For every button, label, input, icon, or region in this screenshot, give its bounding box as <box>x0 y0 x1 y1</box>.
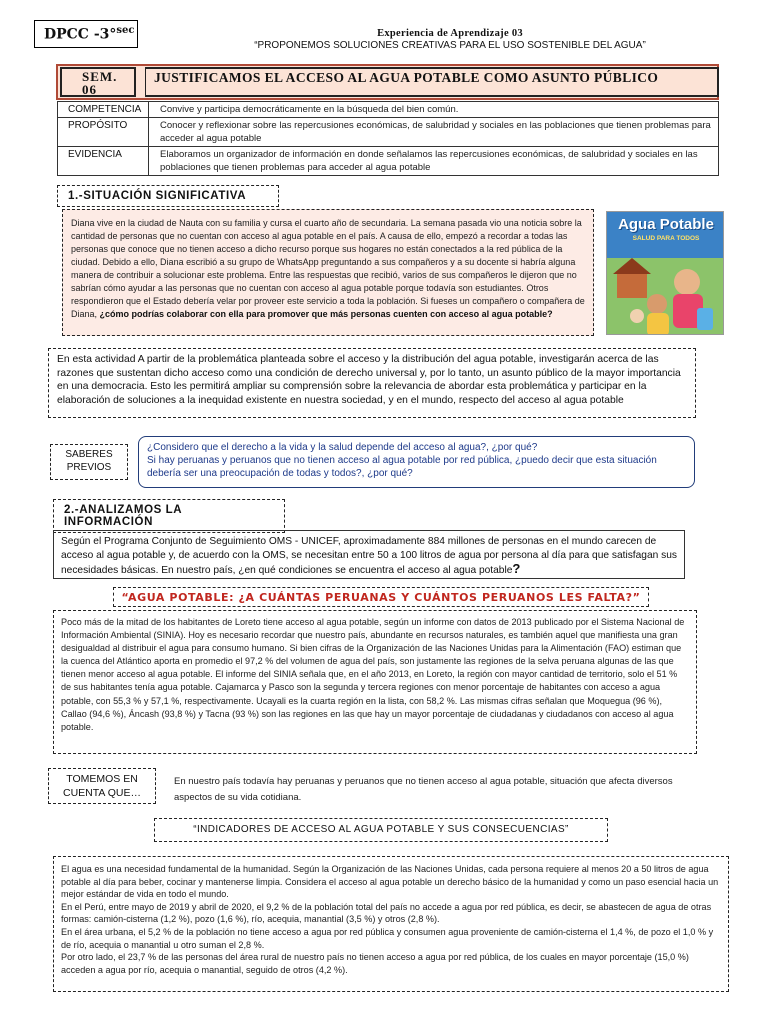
story-text: Diana vive en la ciudad de Nauta con su familia y cursa el cuarto año de secundaria. La semana pasada vio una noticia sobre la cantidad de personas que no cuentan con acceso al agua potable en el país. A causa de ello, empezó a recordar a todas las personas que conoce que no tienen acceso a dicho recurso porque sus hogares no están conectados a la red pública de la ciudad. Debido a ello, Diana escribió a su grupo de WhatsApp preguntando a sus compañeros y a su docente si habría alguna manera de contribuir a solucionar este problema. Entre las respuestas que recibió, varios de sus compañeros le dijeron que no sabrían cómo ayudar a las personas que no cuentan con acceso al agua potable porque todavía son estudiantes. Otros respondieron que el Estado debería velar por proveer este servicio a toda la población. Si fueses un compañero o compañera de Diana, <box>71 218 585 319</box>
saberes-question-1: ¿Considero que el derecho a la vida y la salud depende del acceso al agua?, ¿por qué? <box>147 442 538 453</box>
intro-question-mark: ? <box>512 561 521 576</box>
poster-subtitle: SALUD PARA TODOS <box>632 235 700 242</box>
tomemos-text: En nuestro país todavía hay peruanas y peruanos que no tienen acceso al agua potable, situación que afecta diversos aspectos de su vida cotidiana. <box>174 776 673 803</box>
table-value: Convive y participa democráticamente en la búsqueda del bien común. <box>149 102 719 118</box>
saberes-questions <box>138 436 695 488</box>
indicator-paragraph: En el área urbana, el 5,2 % de la población no tiene acceso a agua por red pública y consumen agua proveniente de camión-cisterna el 1,4 %, de pozo el 1,0 % y de río, acequia o manantial u otro suman el 2,8 %. <box>61 926 714 950</box>
agua-potable-poster <box>606 211 724 335</box>
poster-title: Agua Potable <box>618 216 714 233</box>
article-title: “AGUA POTABLE: ¿A CUÁNTAS PERUANAS Y CUÁNTOS PERUANOS LES FALTA?” <box>113 587 649 607</box>
intro-text: Según el Programa Conjunto de Seguimiento OMS - UNICEF, aproximadamente 884 millones de personas en el mundo carecen de acceso al agua potable y, de acuerdo con la OMS, se necesitan entre 50 a 100 litros de agua por persona al día para que satisfagan sus necesidades básicas. En nuestro país, ¿en qué condiciones se encuentra el acceso al agua potable <box>61 536 677 576</box>
indicators-box <box>53 856 729 992</box>
story-question: ¿cómo podrías colaborar con ella para promover que más personas cuenten con acceso al agua potable? <box>99 309 553 319</box>
experience-subtitle: “PROPONEMOS SOLUCIONES CREATIVAS PARA EL USO SOSTENIBLE DEL AGUA” <box>254 40 646 51</box>
table-row <box>58 118 719 147</box>
table-key: EVIDENCIA <box>58 147 149 176</box>
indicators-title: “INDICADORES DE ACCESO AL AGUA POTABLE Y SUS CONSECUENCIAS” <box>154 818 608 842</box>
course-badge <box>34 20 138 48</box>
table-row <box>58 147 719 176</box>
table-key: COMPETENCIA <box>58 102 149 118</box>
indicator-paragraph: El agua es una necesidad fundamental de la humanidad. Según la Organización de las Naciones Unidas, cada persona requiere al menos 20 a 50 litros de agua potable al día para beber, cocinar y mantenerse limpia. Considera el acceso al agua potable un derecho básico de la humanidad y como un paso esencial hacia un mejor estándar de vida en todo el mundo. <box>61 864 719 900</box>
saberes-question-2: Si hay peruanas y peruanos que no tienen acceso al agua potable por red pública, ¿puedo decir que esta situación debería ser una preocupación de todas y todos?, ¿por qué? <box>147 455 657 479</box>
course-badge-text: DPCC -3° <box>44 26 117 43</box>
table-key: PROPÓSITO <box>58 118 149 147</box>
session-title: JUSTIFICAMOS EL ACCESO AL AGUA POTABLE COMO ASUNTO PÚBLICO <box>145 67 719 97</box>
activity-box: En esta actividad A partir de la problemática planteada sobre el acceso y la distribución del agua potable, investigarán acerca de las razones que sustentan dicho acceso como una condición de derecho universal y, por lo tanto, un asunto público de la mayor importancia en una democracia. Esto les permitirá ampliar su comprensión sobre la relevancia de abordar esta problemática y participar en la elaboración de soluciones a la inequidad existente en nuestra sociedad, y en el mundo, respecto del acceso al agua potable <box>48 348 696 418</box>
story-box <box>62 209 594 336</box>
session-label: SEM. 06 <box>60 67 136 97</box>
article-box: Poco más de la mitad de los habitantes de Loreto tiene acceso al agua potable, según un informe con datos de 2013 publicado por el Sistema Nacional de Información Ambiental (SINIA). Hoy es necesario recordar que nuestro país, abundante en recursos naturales, es también aquel que manifiesta una gran desigualdad al distribuir el agua para consumo humano. Si bien cifras de la Organización de las Naciones Unidas para la Alimentación (FAO) estiman que la cuenca del Atlántico aporta en promedio el 97,2 % del volumen de agua del país, son justamente las regiones de la selva peruana algunas de las que tienen menor acceso al agua potable. El informe del SINIA señala que, en el año 2013, en Loreto, la región con mayor cantidad de territorio, solo el 51 % de sus habitantes tenía agua potable. Cajamarca y Pasco son la segunda y tercera regiones con menor porcentaje de habitantes con acceso a agua potable, con 55,3 % y 57,1 %, respectivamente. Ucayali es la cuarta región en la lista, con 58,2 %. Las mismas cifras señalan que Moquegua (96 %), Callao (94,6 %), Áncash (93,8 %) y Tacna (93 %) son las regiones en las que hay un mayor porcentaje de ciudadanas y ciudadanos con acceso al agua potable. <box>53 610 697 754</box>
section-heading-analizamos: 2.-ANALIZAMOS LA INFORMACIÓN <box>53 499 285 533</box>
course-badge-sup: sec <box>116 25 135 36</box>
experience-title: Experiencia de Aprendizaje 03 <box>377 28 523 39</box>
saberes-label: SABERES PREVIOS <box>50 444 128 480</box>
intro-box <box>53 530 685 579</box>
section-heading-situacion: 1.-SITUACIÓN SIGNIFICATIVA <box>57 185 279 207</box>
table-row <box>58 102 719 118</box>
tomemos-label: TOMEMOS EN CUENTA QUE… <box>48 768 156 804</box>
indicator-paragraph: Por otro lado, el 23,7 % de las personas del área rural de nuestro país no tienen acceso a agua por red pública, de los cuales en mayor porcentaje (15,0 %) acceden a agua por río, acequia o manantial, seguido de otros (4,2 %). <box>61 952 689 975</box>
info-table <box>57 101 719 176</box>
indicator-paragraph: En el Perú, entre mayo de 2019 y abril de 2020, el 9,2 % de la población total del país no accede a agua por red pública, es decir, se abastecen de agua de otras formas: camión-cisterna (1,2 %), pozo (1,6 %), río, acequia, manantial (3,5 %) y otros (2,8 %). <box>61 901 712 925</box>
table-value: Conocer y reflexionar sobre las repercusiones económicas, de salubridad y sociales en las poblaciones que tienen problemas para acceder al agua potable <box>149 118 719 147</box>
table-value: Elaboramos un organizador de información en donde señalamos las repercusiones económicas, de salubridad y sociales en las poblaciones que tienen problemas para acceder al agua potable <box>149 147 719 176</box>
